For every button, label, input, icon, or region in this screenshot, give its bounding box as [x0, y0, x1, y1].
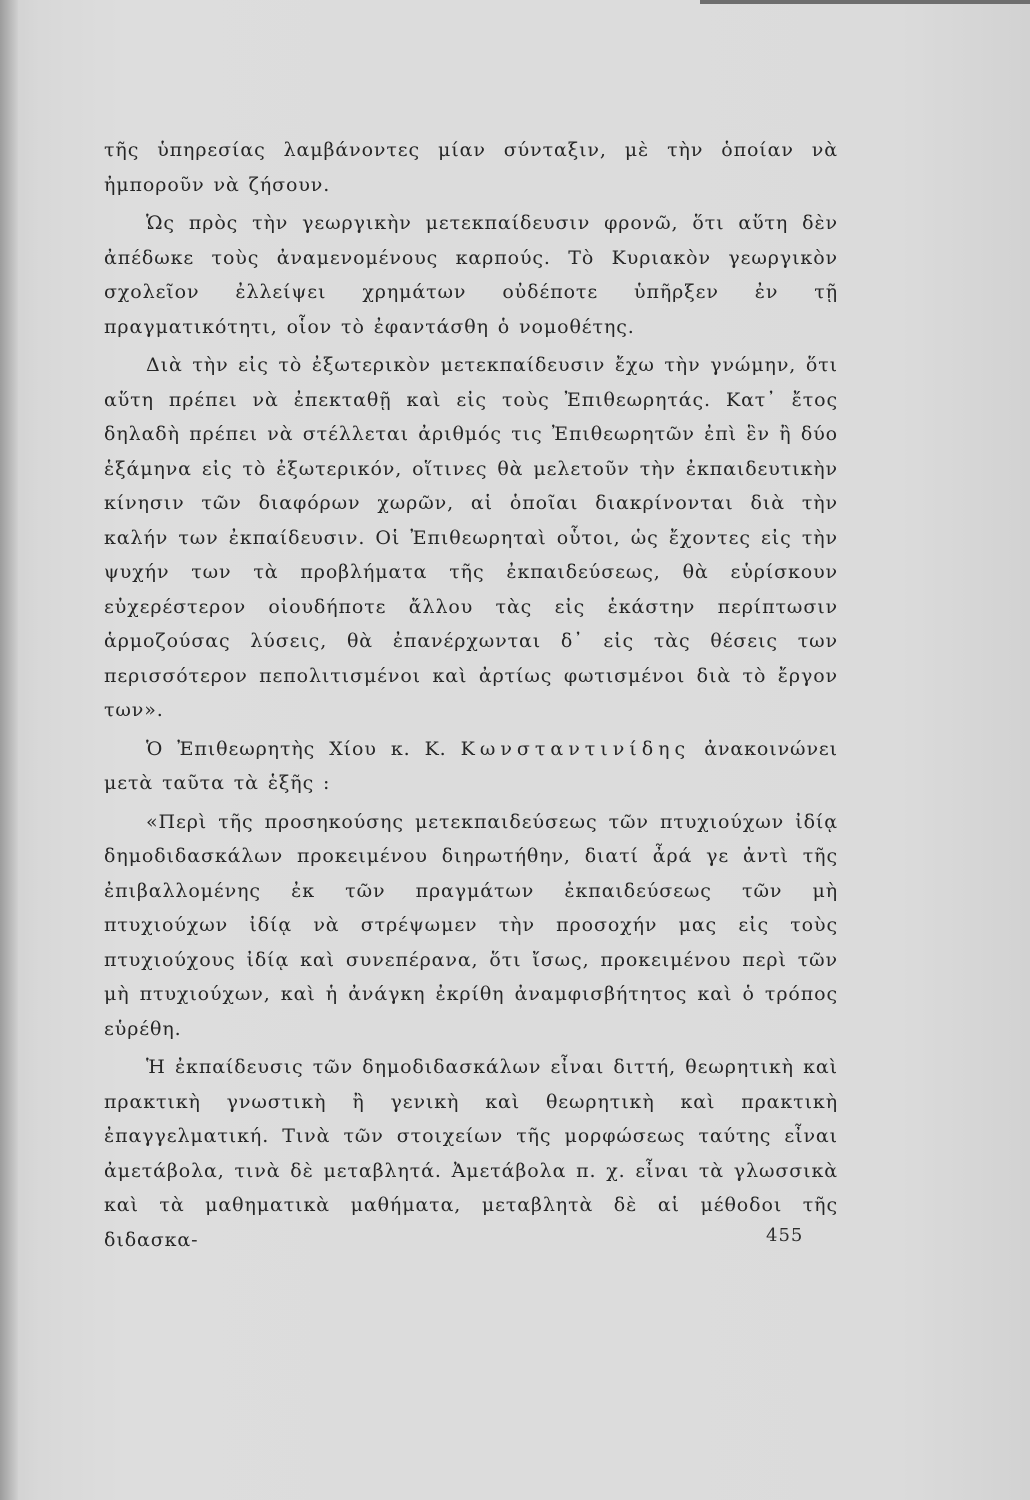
paragraph-1: τῆς ὑπηρεσίας λαμβάνοντες μίαν σύνταξιν, μὲ τὴν ὁποίαν νὰ ἠμποροῦν νὰ ζήσουν. [104, 139, 838, 196]
paragraph-4-lead: Ὁ Ἐπιθεωρητὴς Χίου κ. Κ. [146, 737, 461, 760]
paragraph-4 [104, 732, 838, 801]
paragraph-3: Διὰ τὴν εἰς τὸ ἐξωτερικὸν μετεκπαίδευσιν ἔχω τὴν γνώμην, ὅτι αὕτη πρέπει νὰ ἐπεκταθῇ καὶ εἰς τοὺς Ἐπιθεωρητάς. Κατ᾿ ἔτος δηλαδὴ πρέπει νὰ στέλλεται ἀριθμός τις Ἐπιθεωρητῶν ἐπὶ ἓν ἢ δύο ἑξάμηνα εἰς τὸ ἐξωτερικόν, οἵτινες θὰ μελετοῦν τὴν ἐκπαιδευτικὴν κίνησιν τῶν διαφόρων χωρῶν, αἱ ὁποῖαι διακρίνονται διὰ τὴν καλήν των ἐκπαίδευσιν. Οἱ Ἐπιθεωρηταὶ οὗτοι, ὡς ἔχοντες εἰς τὴν ψυχήν των τὰ προβλήματα τῆς ἐκπαιδεύσεως, θὰ εὑρίσκουν εὐχερέστερον οἰουδήποτε ἄλλου τὰς εἰς ἑκάστην περίπτωσιν ἁρμοζούσας λύσεις, θὰ ἐπανέρχωνται δ᾿ εἰς τὰς θέσεις των περισσότερον πεπολιτισμένοι καὶ ἀρτίως φωτισμένοι διὰ τὸ ἔργον των». [104, 354, 838, 721]
binding-shadow [0, 0, 18, 1500]
paragraph-2: Ὡς πρὸς τὴν γεωργικὴν μετεκπαίδευσιν φρονῶ, ὅτι αὕτη δὲν ἀπέδωκε τοὺς ἀναμενομένους καρπούς. Τὸ Κυριακὸν γεωργικὸν σχολεῖον ἐλλείψει χρημάτων οὐδέποτε ὑπῆρξεν ἐν τῇ πραγματικότητι, οἷον τὸ ἐφαντάσθη ὁ νομοθέτης. [104, 212, 838, 338]
inspector-name: Κωνσταντινίδης [460, 737, 691, 760]
page-number: 455 [766, 1225, 804, 1246]
paragraph-4-tail: ἀνακοινώνει μετὰ ταῦτα τὰ ἑξῆς : [104, 737, 838, 794]
paragraph-5: «Περὶ τῆς προσηκούσης μετεκπαιδεύσεως τῶν πτυχιούχων ἰδίᾳ δημοδιδασκάλων προκειμένου διηρωτήθην, διατί ἆρά γε ἀντὶ τῆς ἐπιβαλλομένης ἐκ τῶν πραγμάτων ἐκπαιδεύσεως τῶν μὴ πτυχιούχων ἰδίᾳ νὰ στρέψωμεν τὴν προσοχήν μας εἰς τοὺς πτυχιούχους ἰδίᾳ καὶ συνεπέρανα, ὅτι ἴσως, προκειμένου περὶ τῶν μὴ πτυχιούχων, καὶ ἡ ἀνάγκη ἐκρίθη ἀναμφισβήτητος καὶ ὁ τρόπος εὑρέθη. [104, 810, 838, 1040]
paragraph-6: Ἡ ἐκπαίδευσις τῶν δημοδιδασκάλων εἶναι διττή, θεωρητικὴ καὶ πρακτικὴ γνωστικὴ ἢ γενικὴ καὶ θεωρητικὴ καὶ πρακτικὴ ἐπαγγελματική. Τινὰ τῶν στοιχείων τῆς μορφώσεως ταύτης εἶναι ἀμετάβολα, τινὰ δὲ μεταβλητά. Ἀμετάβολα π. χ. εἶναι τὰ γλωσσικὰ καὶ τὰ μαθηματικὰ μαθήματα, μεταβλητὰ δὲ αἱ μέθοδοι τῆς διδασκα- [104, 1056, 838, 1251]
top-edge-mark [700, 0, 1030, 4]
body-text [104, 133, 838, 1261]
